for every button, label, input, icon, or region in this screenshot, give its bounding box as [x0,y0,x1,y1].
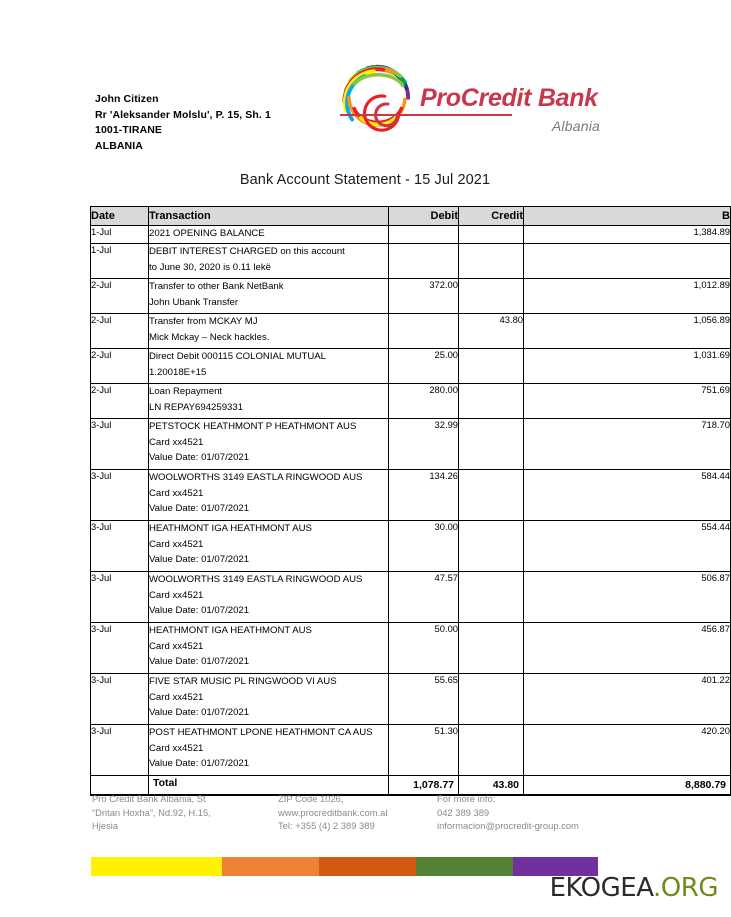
footer-address-line3: Hjesia [92,820,119,831]
table-row [91,521,731,572]
row-date: 3-Jul [91,674,149,725]
brand-color-bar [91,857,598,876]
table-row [91,623,731,674]
row-transaction [149,226,389,244]
row-transaction [149,314,389,349]
table-row [91,314,731,349]
total-credit: 43.80 [459,776,524,796]
brand-name: ProCredit Bank [420,84,598,112]
row-balance: 1,012.89 [524,279,731,314]
row-debit: 47.57 [389,572,459,623]
row-credit [459,349,524,384]
customer-country: ALBANIA [95,139,143,152]
row-debit: 30.00 [389,521,459,572]
row-date: 3-Jul [91,623,149,674]
footer-zip: ZIP Code 1026, [278,793,344,804]
total-label: Total [149,776,389,796]
table-row [91,349,731,384]
customer-address-block [95,92,271,154]
transaction-line: Card xx4521 [149,487,204,499]
row-credit [459,279,524,314]
row-balance: 1,056.89 [524,314,731,349]
statement-table [90,206,731,796]
transaction-line: John Ubank Transfer [149,296,239,308]
row-balance: 420.20 [524,725,731,776]
footer-contact-column [278,792,438,833]
row-date: 1-Jul [91,244,149,279]
color-bar-segment [222,857,319,876]
row-credit [459,623,524,674]
row-transaction [149,470,389,521]
row-debit [389,226,459,244]
row-debit: 134.26 [389,470,459,521]
row-date: 3-Jul [91,470,149,521]
row-credit [459,725,524,776]
transaction-line: Card xx4521 [149,691,204,703]
total-debit: 1,078.77 [389,776,459,796]
row-balance: 584.44 [524,470,731,521]
row-transaction [149,521,389,572]
row-transaction [149,244,389,279]
footer-email[interactable]: informacion@procredit-group.com [437,820,579,831]
row-credit [459,470,524,521]
column-header-transaction: Transaction [149,207,389,226]
watermark-primary: EKOGEA [549,873,654,903]
row-credit [459,521,524,572]
row-credit: 43.80 [459,314,524,349]
row-transaction [149,279,389,314]
page-title: Bank Account Statement - 15 Jul 2021 [239,172,491,188]
footer-website[interactable]: www.procreditbank.com.al [278,806,388,818]
transaction-line: DEBIT INTEREST CHARGED on this account [149,246,345,257]
transaction-line: Value Date: 01/07/2021 [149,503,250,514]
row-debit: 50.00 [389,623,459,674]
transaction-line: Mick Mckay – Neck hackles. [149,331,270,343]
row-balance: 718.70 [524,419,731,470]
color-bar-segment [416,857,513,876]
row-credit [459,226,524,244]
column-header-balance: B [524,207,731,226]
row-date: 1-Jul [91,226,149,244]
row-debit: 32.99 [389,419,459,470]
table-row [91,470,731,521]
transaction-line: WOOLWORTHS 3149 EASTLA RINGWOOD AUS [149,574,363,585]
transaction-line: Value Date: 01/07/2021 [149,707,250,718]
row-balance [524,244,731,279]
transaction-line: FIVE STAR MUSIC PL RINGWOOD VI AUS [149,676,337,687]
row-transaction [149,725,389,776]
transaction-line: HEATHMONT IGA HEATHMONT AUS [149,625,312,636]
table-row [91,572,731,623]
row-credit [459,244,524,279]
bank-logo [338,60,600,155]
row-debit [389,314,459,349]
transaction-line: Value Date: 01/07/2021 [149,758,250,769]
document-header [90,60,600,170]
row-credit [459,674,524,725]
row-balance: 751.69 [524,384,731,419]
transaction-line: Card xx4521 [149,640,204,652]
watermark-secondary: .ORG [653,873,718,903]
footer-phone: Tel: +355 (4) 2 389 389 [278,820,375,831]
table-header-row [91,207,731,226]
footer-address-line2: “Dritan Hoxha”, Nd.92, H.15, [92,806,211,818]
table-row [91,674,731,725]
row-balance: 554.44 [524,521,731,572]
table-row [91,226,731,244]
row-date: 3-Jul [91,572,149,623]
footer-info-column [437,792,612,833]
transaction-line: LN REPAY694259331 [149,401,244,413]
row-balance: 506.87 [524,572,731,623]
transaction-line: PETSTOCK HEATHMONT P HEATHMONT AUS [149,421,357,432]
transaction-line: WOOLWORTHS 3149 EASTLA RINGWOOD AUS [149,472,363,483]
row-date: 2-Jul [91,384,149,419]
row-credit [459,419,524,470]
brand-subtitle: Albania [551,118,600,134]
transaction-line: Card xx4521 [149,538,204,550]
transaction-line: Card xx4521 [149,589,204,601]
procredit-globe-spiral-logo [338,62,416,132]
row-transaction [149,419,389,470]
transaction-line: 2021 OPENING BALANCE [149,228,265,239]
row-transaction [149,674,389,725]
footer-address-line1: Pro Credit Bank Albania, St [92,793,206,804]
row-balance: 456.87 [524,623,731,674]
table-row [91,725,731,776]
total-balance: 8,880.79 [524,776,731,796]
brand-underline [340,114,512,116]
table-row [91,244,731,279]
watermark [550,873,718,903]
customer-city: 1001-TIRANE [95,124,163,136]
row-transaction [149,349,389,384]
row-balance: 1,031.69 [524,349,731,384]
column-header-debit: Debit [389,207,459,226]
row-date: 2-Jul [91,349,149,384]
color-bar-segment [319,857,416,876]
transaction-line: 1.20018E+15 [149,366,207,378]
transaction-line: Transfer from MCKAY MJ [149,316,258,327]
row-debit: 55.65 [389,674,459,725]
table-row [91,419,731,470]
row-balance: 1,384.89 [524,226,731,244]
transaction-line: Direct Debit 000115 COLONIAL MUTUAL [149,351,327,362]
row-date: 2-Jul [91,279,149,314]
transaction-line: Value Date: 01/07/2021 [149,605,250,616]
color-bar-segment [91,857,222,876]
row-debit: 280.00 [389,384,459,419]
row-transaction [149,572,389,623]
row-balance: 401.22 [524,674,731,725]
table-row [91,384,731,419]
transaction-line: Loan Repayment [149,386,223,397]
table-row [91,279,731,314]
row-debit: 25.00 [389,349,459,384]
transaction-line: Value Date: 01/07/2021 [149,554,250,565]
transaction-line: Value Date: 01/07/2021 [149,452,250,463]
row-credit [459,384,524,419]
row-credit [459,572,524,623]
row-transaction [149,623,389,674]
row-debit [389,244,459,279]
transaction-line: Value Date: 01/07/2021 [149,656,250,667]
footer-more-info-label: For more info: [437,793,496,804]
row-date: 2-Jul [91,314,149,349]
row-date: 3-Jul [91,725,149,776]
footer-address-column [92,792,242,833]
transaction-line: Card xx4521 [149,436,204,448]
row-debit: 51.30 [389,725,459,776]
column-header-date: Date [91,207,149,226]
row-date: 3-Jul [91,419,149,470]
footer-info-phone: 042 389 389 [437,806,490,818]
row-transaction [149,384,389,419]
column-header-credit: Credit [459,207,524,226]
customer-name: John Citizen [95,93,159,105]
statement-table-container [90,206,730,796]
customer-street: Rr 'Aleksander Molslu', P. 15, Sh. 1 [95,108,271,121]
transaction-line: Card xx4521 [149,742,204,754]
transaction-line: POST HEATHMONT LPONE HEATHMONT CA AUS [149,727,373,738]
row-date: 3-Jul [91,521,149,572]
transaction-line: HEATHMONT IGA HEATHMONT AUS [149,523,312,534]
transaction-line: to June 30, 2020 is 0.11 lekë [149,261,271,273]
row-debit: 372.00 [389,279,459,314]
transaction-line: Transfer to other Bank NetBank [149,281,284,292]
